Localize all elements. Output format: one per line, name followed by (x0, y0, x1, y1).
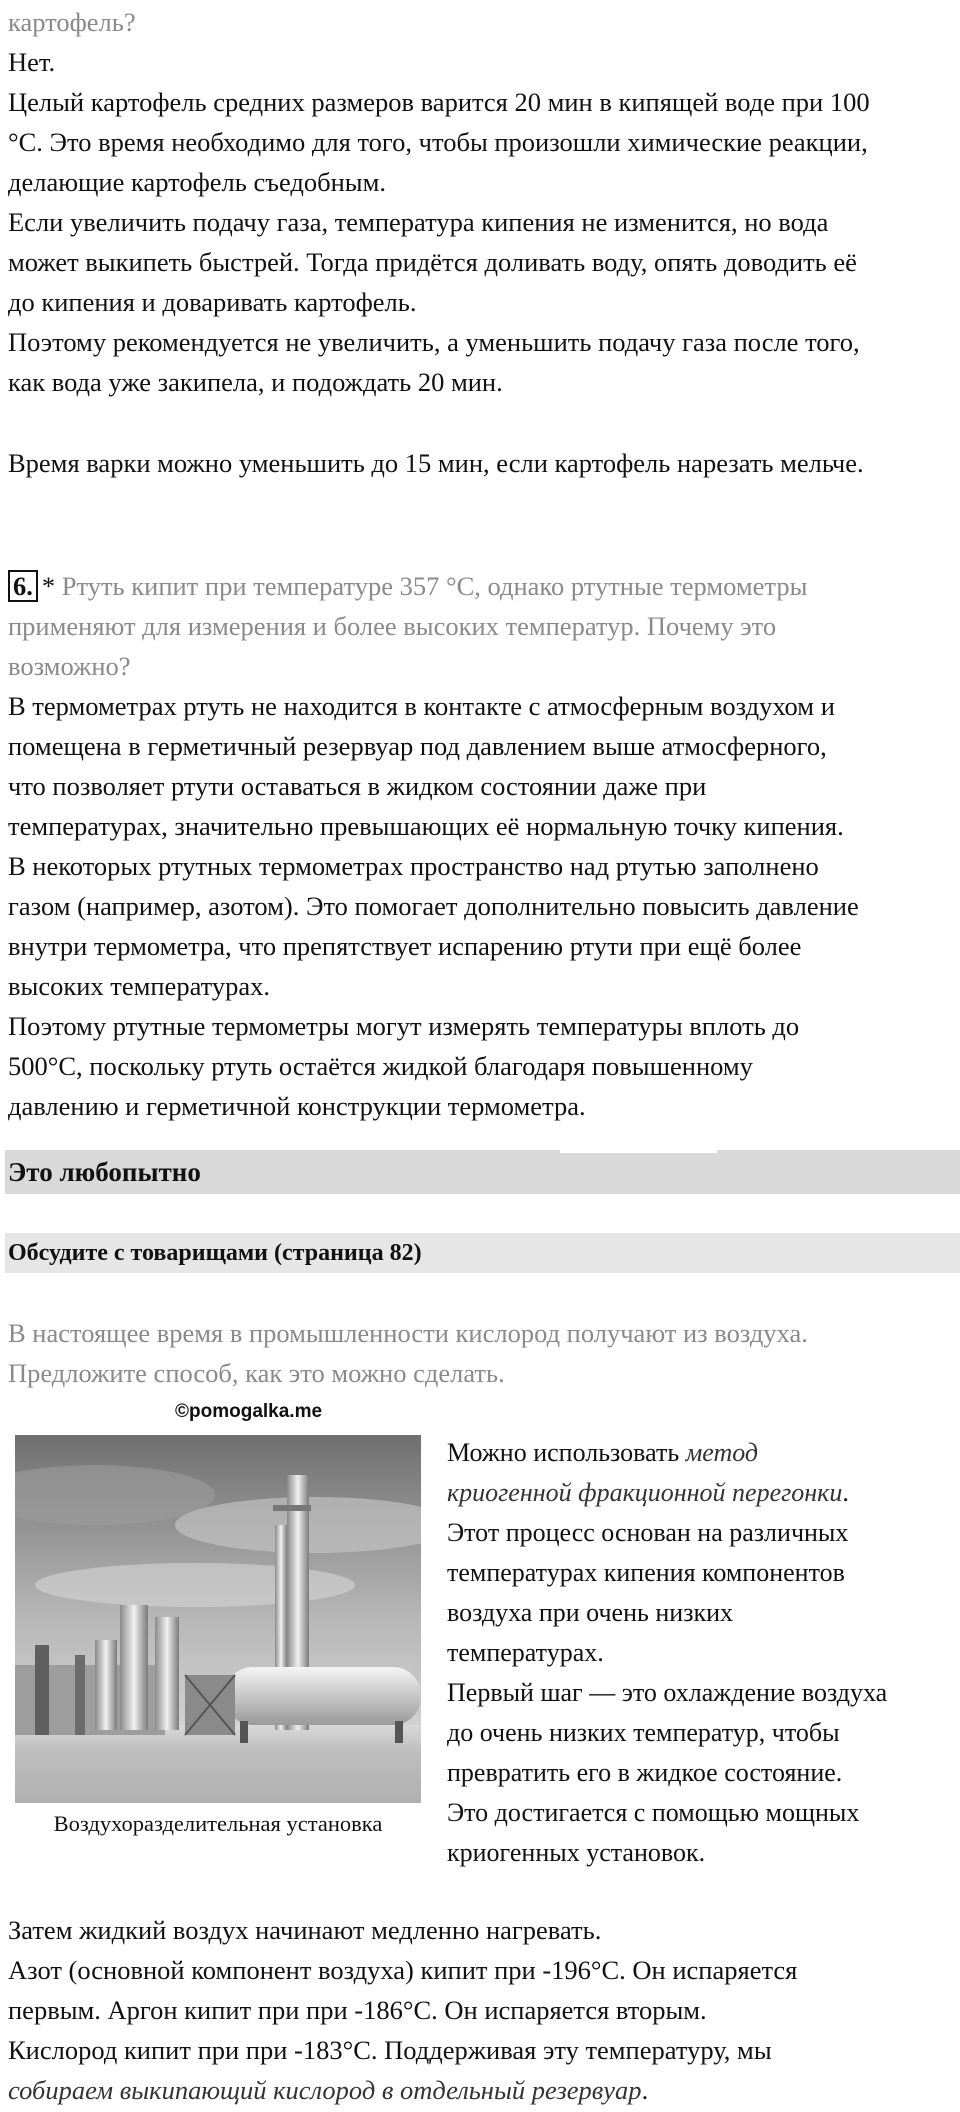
answer-line: высоких температурах. (8, 971, 271, 1001)
answer-line: делающие картофель съедобным. (8, 167, 386, 197)
answer-line: В термометрах ртуть не находится в контакте с атмосферным воздухом и (8, 691, 835, 721)
answer-line: температурах, значительно превышающих её нормальную точку кипения. (8, 811, 844, 841)
question-line: Ртуть кипит при температуре 357 °С, однако ртутные термометры (61, 571, 808, 601)
discuss-answer-bottom (8, 1910, 956, 2110)
answer-line: температурах кипения компонентов (447, 1558, 845, 1587)
discuss-question (8, 1313, 956, 1393)
extra-note (8, 443, 956, 483)
previous-answer (8, 2, 956, 402)
answer-line: Этот процесс основан на различных (447, 1518, 849, 1547)
air-separation-plant-photo (15, 1435, 421, 1803)
subsection-banner (5, 1233, 960, 1273)
answer-line: Нет. (8, 47, 56, 77)
extra-line: Время варки можно уменьшить до 15 мин, если картофель нарезать мельче. (8, 448, 864, 478)
answer-line: воздуха при очень низких (447, 1598, 734, 1627)
answer-line: Поэтому ртутные термометры могут измерять температуры вплоть до (8, 1011, 800, 1041)
subsection-title: Обсудите с товарищами (страница 82) (8, 1240, 422, 1266)
answer-line: криогенных установок. (447, 1838, 706, 1867)
answer-line (447, 1433, 957, 1473)
answer-line: Если увеличить подачу газа, температура кипения не изменится, но вода (8, 207, 829, 237)
answer-line: Поэтому рекомендуется не увеличить, а уменьшить подачу газа после того, (8, 327, 860, 357)
answer-line: до очень низких температур, чтобы (447, 1718, 840, 1747)
banner-notch (560, 1150, 717, 1153)
question-tail: картофель? (8, 7, 136, 37)
answer-line: давлению и герметичной конструкции термометра. (8, 1091, 586, 1121)
emphasis: криогенной фракционной перегонки (447, 1478, 843, 1507)
figure-credit: ©pomogalka.me (175, 1401, 323, 1422)
answer-line: как вода уже закипела, и подождать 20 мин. (8, 367, 503, 397)
discuss-answer-side (447, 1433, 957, 1873)
answer-line: Кислород кипит при при -183°С. Поддерживая эту температуру, мы (8, 2035, 772, 2065)
answer-line: Первый шаг — это охлаждение воздуха (447, 1678, 888, 1707)
answer-line: превратить его в жидкое состояние. (447, 1758, 843, 1787)
question-line: В настоящее время в промышленности кислород получают из воздуха. (8, 1318, 808, 1348)
question-line: возможно? (8, 651, 131, 681)
answer-line: 500°С, поскольку ртуть остаётся жидкой благодаря повышенному (8, 1051, 753, 1081)
answer-line: до кипения и доваривать картофель. (8, 287, 417, 317)
question-line: применяют для измерения и более высоких температур. Почему это (8, 611, 777, 641)
answer-line: Это достигается с помощью мощных (447, 1798, 860, 1827)
task-number-box: 6. (8, 570, 38, 602)
answer-line: первым. Аргон кипит при при -186°С. Он испаряется вторым. (8, 1995, 707, 2025)
answer-line: температурах. (447, 1638, 604, 1667)
answer-line: может выкипеть быстрей. Тогда придётся доливать воду, опять доводить её (8, 247, 857, 277)
answer-fragment: . (842, 1478, 849, 1507)
answer-line: Затем жидкий воздух начинают медленно нагревать. (8, 1915, 602, 1945)
answer-fragment: . (641, 2075, 649, 2105)
section-title: Это любопытно (8, 1157, 201, 1187)
emphasis: метод (685, 1438, 759, 1467)
answer-line: Целый картофель средних размеров варится 20 мин в кипящей воде при 100 (8, 87, 870, 117)
section-banner (5, 1150, 960, 1194)
task-6 (8, 566, 956, 1126)
answer-line (8, 2070, 956, 2110)
answer-line: В некоторых ртутных термометрах пространство над ртутью заполнено (8, 851, 819, 881)
answer-line: помещена в герметичный резервуар под давлением выше атмосферного, (8, 731, 827, 761)
answer-fragment: Можно использовать (447, 1438, 686, 1467)
figure-caption: Воздухоразделительная установка (53, 1811, 383, 1836)
question-line: Предложите способ, как это можно сделать. (8, 1358, 505, 1388)
answer-line: газом (например, азотом). Это помогает дополнительно повысить давление (8, 891, 859, 921)
answer-line (447, 1473, 957, 1513)
answer-line: внутри термометра, что препятствует испарению ртути при ещё более (8, 931, 802, 961)
answer-line: что позволяет ртути оставаться в жидком состоянии даже при (8, 771, 707, 801)
answer-line: °С. Это время необходимо для того, чтобы произошли химические реакции, (8, 127, 868, 157)
emphasis: собираем выкипающий кислород в отдельный резервуар (8, 2075, 642, 2105)
task-6-question (8, 566, 956, 606)
star-mark: * (41, 571, 56, 601)
answer-line: Азот (основной компонент воздуха) кипит при -196°С. Он испаряется (8, 1955, 798, 1985)
